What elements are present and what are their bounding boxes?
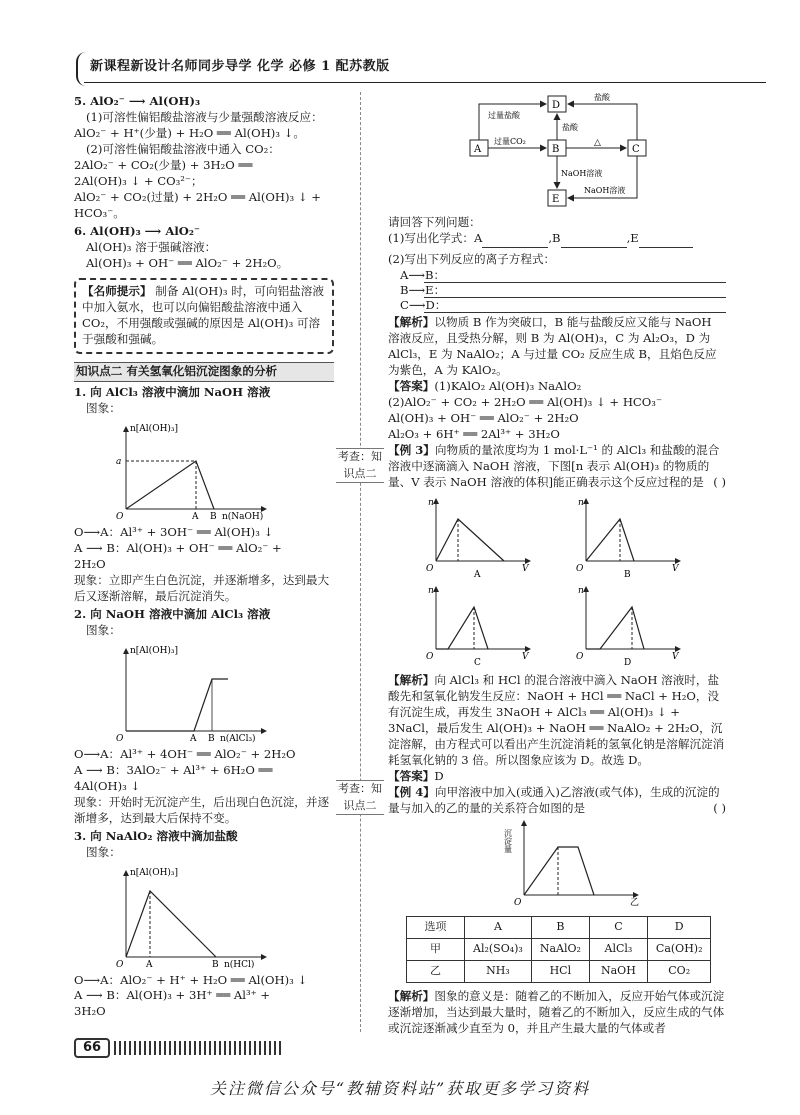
- page-number: 66: [74, 1038, 110, 1058]
- x-label: n(AlCl₃): [220, 733, 256, 743]
- answer-blank-E[interactable]: [639, 231, 693, 248]
- curve: [126, 461, 214, 509]
- edge-label-C-E: NaOH溶液: [584, 186, 626, 195]
- page-number-block: [74, 1038, 284, 1060]
- graph-naalo2-hcl: [86, 865, 276, 969]
- case-2-eq: 4Al(OH)₃ ↓: [74, 778, 141, 793]
- knowledge-point-2-heading: 知识点二 有关氢氧化铝沉淀图象的分析: [74, 362, 334, 382]
- answer-eq: Al₂O₃ + 6H⁺ ══ 2Al³⁺ + 3H₂O: [388, 426, 560, 441]
- example-3-answer: 【答案】D: [388, 768, 444, 783]
- graph-naoh-alcl3: [86, 643, 276, 743]
- choice-label: C: [474, 657, 481, 667]
- edge-label-B-D: 盐酸: [562, 123, 578, 132]
- s5-eq: 2AlO₂⁻ + CO₂(少量) + 3H₂O ══: [74, 157, 253, 172]
- x-label: n(NaOH): [222, 511, 264, 521]
- origin-label: O: [116, 959, 124, 969]
- svg-text:V: V: [672, 651, 679, 662]
- tip-text: 制备 Al(OH)₃ 时，可向铝盐溶液中加入氨水，也可以向偏铝酸盐溶液中通入 CO₂，不用强酸或强碱的原因是 Al(OH)₃ 可溶于强酸和强碱。: [82, 283, 324, 346]
- choice-graph-A[interactable]: [418, 495, 538, 579]
- origin-label: O: [116, 733, 124, 743]
- node-C: C: [632, 144, 640, 155]
- page-header: [76, 52, 766, 86]
- x-label: 乙: [630, 897, 640, 907]
- svg-text:n: n: [578, 585, 584, 596]
- case-2-image-label: 图象：: [86, 622, 121, 637]
- choice-graph-B[interactable]: [568, 495, 688, 579]
- header-title: 新课程新设计名师同步导学 化学 必修 1 配苏教版: [90, 59, 390, 74]
- answer-blank-A[interactable]: [482, 231, 548, 248]
- svg-text:O: O: [576, 563, 584, 574]
- s6-eq: Al(OH)₃ + OH⁻ ══ AlO₂⁻ + 2H₂O。: [86, 255, 289, 270]
- margin-tag-text: 考查：知识点二: [338, 450, 382, 480]
- footer-note: 关注微信公众号“教辅资料站”获取更多学习资料: [209, 1079, 591, 1098]
- example-2-analysis: 【解析】以物质 B 作为突破口，B 能与盐酸反应又能与 NaOH 溶液反应，且受热分解，则 B 为 Al(OH)₃，C 为 Al₂O₃，D 为 AlCl₃，E 为 NaAlO₂；A 与过量 CO₂ 反应生成 B，且焰色反应为紫色，A 为 KAlO₂。: [388, 314, 717, 377]
- right-column: [388, 92, 726, 1037]
- case-3-image-label: 图象：: [86, 844, 121, 859]
- answer-eq: (2)AlO₂⁻ + CO₂ + 2H₂O ══ Al(OH)₃ ↓ + HCO₃⁻: [388, 394, 663, 409]
- question-2-BE: B⟶E：: [400, 282, 446, 297]
- A-label: A: [192, 511, 199, 521]
- svg-text:O: O: [426, 563, 434, 574]
- example-4-options-table: [406, 916, 711, 983]
- question-2: (2)写出下列反应的离子方程式：: [388, 251, 556, 266]
- answer-eq: Al(OH)₃ + OH⁻ ══ AlO₂⁻ + 2H₂O: [388, 410, 579, 425]
- question-2-CD: C⟶D：: [400, 297, 447, 312]
- origin-label: O: [116, 511, 124, 521]
- left-column: [74, 92, 334, 1020]
- y-label: n[Al(OH)₃]: [130, 645, 179, 656]
- question-2-AB: A⟶B：: [400, 267, 446, 282]
- case-1-title: 1. 向 AlCl₃ 溶液中滴加 NaOH 溶液: [74, 384, 271, 399]
- example-3-analysis: 【解析】向 AlCl₃ 和 HCl 的混合溶液中滴入 NaOH 溶液时，盐酸先和氢氧化钠发生反应：NaOH + HCl ══ NaCl + H₂O，没有沉淀生成，再发生 3NaOH + AlCl₃ ══ Al(OH)₃ ↓ + 3NaCl，最后发生 Al(OH)₃ + NaOH ══ NaAlO₂ + 2H₂O，沉淀溶解，由方程式可以看出产生沉淀消耗的氢氧化钠是溶解沉淀消耗氢氧化钠的 3 倍。所以图象应该为 D。故选 D。: [388, 672, 725, 767]
- case-3-title: 3. 向 NaAlO₂ 溶液中滴加盐酸: [74, 828, 238, 843]
- choice-graph-D[interactable]: [568, 583, 688, 667]
- case-3-eq: O⟶A：AlO₂⁻ + H⁺ + H₂O ══ Al(OH)₃ ↓: [74, 972, 308, 987]
- case-2-phenomenon: 现象：开始时无沉淀产生，后出现白色沉淀，并逐渐增多，达到最大后保持不变。: [74, 794, 330, 825]
- curve: [126, 679, 228, 731]
- example-2-answer: 【答案】(1)KAlO₂ Al(OH)₃ NaAlO₂: [388, 378, 582, 393]
- node-B: B: [552, 144, 560, 155]
- y-label: n[Al(OH)₃]: [130, 867, 179, 878]
- arrow-C-D: [568, 104, 637, 140]
- answer-blank-B[interactable]: [561, 231, 627, 248]
- edge-label-C-D: 盐酸: [594, 93, 610, 102]
- example-4-question: 【例 4】向甲溶液中加入(或通入)乙溶液(或气体)，生成的沉淀的量与加入的乙的量的关系符合如图的是 ( ): [388, 784, 726, 815]
- section-6-title: 6. Al(OH)₃ ⟶ AlO₂⁻: [74, 223, 201, 238]
- svg-text:n: n: [578, 497, 584, 508]
- a-label: a: [116, 456, 122, 467]
- answer-line-BE[interactable]: [424, 284, 726, 298]
- margin-dashed-line: [360, 92, 361, 1032]
- table-row: 甲 Al₂(SO₄)₃ NaAlO₂ AlCl₃ Ca(OH)₂: [407, 938, 711, 960]
- svg-text:n: n: [428, 497, 434, 508]
- case-1-eq: A ⟶ B：Al(OH)₃ + OH⁻ ══ AlO₂⁻ +: [74, 540, 282, 555]
- example-3-choices: [418, 495, 718, 667]
- svg-text:O: O: [426, 651, 434, 662]
- choice-label: A: [474, 569, 481, 579]
- answer-line-AB[interactable]: [424, 269, 726, 283]
- reaction-flow-diagram: [388, 92, 726, 210]
- curve: [524, 847, 594, 895]
- header-rule: [84, 82, 766, 83]
- case-2-eq: A ⟶ B：3AlO₂⁻ + Al³⁺ + 6H₂O ══: [74, 762, 273, 777]
- A-label: A: [146, 959, 153, 969]
- header-bracket: [76, 52, 86, 86]
- node-D: D: [552, 100, 561, 111]
- s5-line: (1)可溶性偏铝酸盐溶液与少量强酸溶液反应：: [86, 109, 323, 124]
- case-2-eq: O⟶A：Al³⁺ + 4OH⁻ ══ AlO₂⁻ + 2H₂O: [74, 746, 296, 761]
- case-1-image-label: 图象：: [86, 400, 121, 415]
- svg-text:V: V: [672, 563, 679, 574]
- B-label: B: [208, 733, 215, 743]
- case-2-title: 2. 向 NaOH 溶液中滴加 AlCl₃ 溶液: [74, 606, 271, 621]
- s5-line: (2)可溶性偏铝酸盐溶液中通入 CO₂：: [86, 141, 280, 156]
- case-3-eq: A ⟶ B：Al(OH)₃ + 3H⁺ ══ Al³⁺ +: [74, 988, 271, 1003]
- s5-eq: AlO₂⁻ + CO₂(过量) + 2H₂O ══ Al(OH)₃ ↓ +: [74, 189, 321, 204]
- curve: [126, 891, 216, 957]
- case-1-eq: 2H₂O: [74, 556, 106, 571]
- y-label: 沉淀量: [503, 828, 513, 853]
- footer-hatch: [114, 1041, 284, 1055]
- choice-label: B: [624, 569, 631, 579]
- edge-label-B-E: NaOH溶液: [561, 169, 603, 178]
- section-5-title: 5. AlO₂⁻ ⟶ Al(OH)₃: [74, 94, 201, 108]
- edge-label-B-C: △: [594, 138, 601, 148]
- margin-tag-1: [336, 448, 384, 483]
- y-label: n[Al(OH)₃]: [130, 423, 179, 434]
- answer-paren[interactable]: ( ): [713, 800, 726, 815]
- s5-eq: 2Al(OH)₃ ↓ + CO₃²⁻；: [74, 173, 203, 188]
- example-4-analysis: 【解析】图象的意义是：随着乙的不断加入，反应开始气体或沉淀逐渐增加，当达到最大量时，随着乙的不断加入，反应生成的气体或沉淀逐渐减少直至为 0，并且产生最大量的气体或者: [388, 988, 725, 1035]
- choice-label: D: [624, 657, 632, 667]
- question-intro: 请回答下列问题：: [388, 214, 481, 229]
- margin-band: [336, 92, 386, 1032]
- x-label: n(HCl): [224, 959, 255, 969]
- svg-text:V: V: [522, 563, 529, 574]
- table-row: 选项 A B C D: [407, 916, 711, 938]
- teacher-tip-box: [74, 278, 334, 354]
- s5-eq: AlO₂⁻ + H⁺(少量) + H₂O ══ Al(OH)₃ ↓。: [74, 125, 305, 140]
- tip-title: 【名师提示】: [82, 283, 152, 298]
- s5-eq: HCO₃⁻。: [74, 205, 125, 220]
- origin-label: O: [514, 897, 522, 907]
- B-label: B: [212, 959, 219, 969]
- example-3-question: 【例 3】向物质的量浓度均为 1 mol·L⁻¹ 的 AlCl₃ 和盐酸的混合溶液中逐滴滴入 NaOH 溶液，下图[n 表示 Al(OH)₃ 的物质的量、V 表示 NaOH 溶液的体积]能正确表示这个反应过程的是 ( ): [388, 442, 726, 489]
- svg-text:O: O: [576, 651, 584, 662]
- B-label: B: [210, 511, 217, 521]
- choice-graph-C[interactable]: [418, 583, 538, 667]
- case-3-eq: 3H₂O: [74, 1004, 106, 1019]
- graph-alcl3-naoh: [86, 421, 276, 521]
- svg-text:V: V: [522, 651, 529, 662]
- question-1: (1)写出化学式：A ,B ,E: [388, 231, 726, 248]
- margin-tag-text: 考查：知识点二: [338, 782, 382, 812]
- node-E: E: [552, 194, 560, 205]
- example-4-graph: [498, 817, 648, 907]
- s6-line: Al(OH)₃ 溶于强碱溶液：: [86, 239, 217, 254]
- svg-text:n: n: [428, 585, 434, 596]
- answer-paren[interactable]: ( ): [713, 474, 726, 489]
- table-row: 乙 NH₃ HCl NaOH CO₂: [407, 960, 711, 982]
- arrow-A-D: [479, 104, 546, 140]
- case-1-phenomenon: 现象：立即产生白色沉淀，并逐渐增多，达到最大后又逐渐溶解，最后沉淀消失。: [74, 572, 330, 603]
- margin-tag-2: [336, 780, 384, 815]
- A-label: A: [190, 733, 197, 743]
- edge-label-A-B: 过量CO₂: [494, 137, 526, 146]
- answer-line-CD[interactable]: [424, 299, 726, 313]
- edge-label-A-D: 过量盐酸: [488, 111, 520, 120]
- case-1-eq: O⟶A：Al³⁺ + 3OH⁻ ══ Al(OH)₃ ↓: [74, 524, 274, 539]
- node-A: A: [474, 144, 482, 155]
